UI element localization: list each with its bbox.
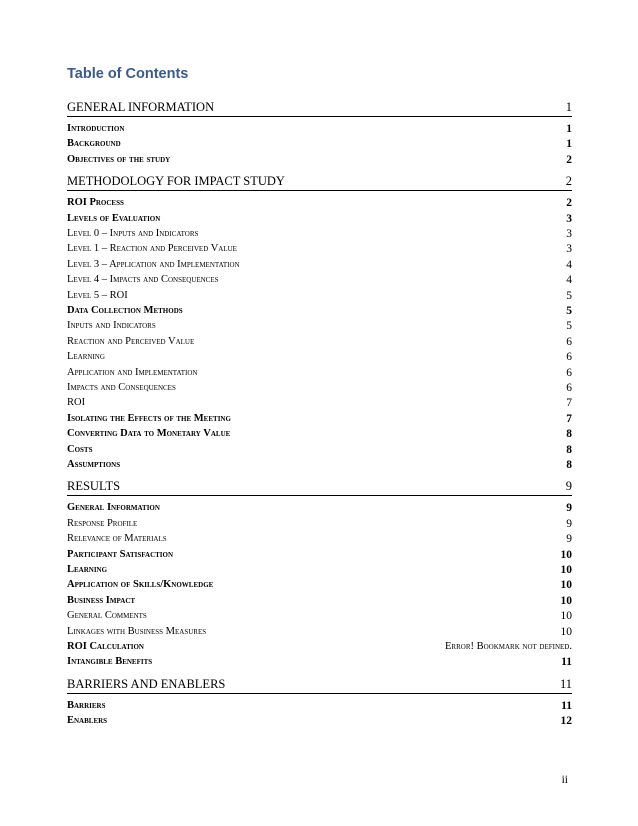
toc-entry-page: 3 — [566, 212, 572, 225]
toc-entry-label: Level 1 – Reaction and Perceived Value — [67, 243, 237, 255]
toc-entry-page: 10 — [560, 579, 572, 592]
toc-entry[interactable] — [67, 380, 572, 396]
toc-entry-label: Inputs and Indicators — [67, 320, 156, 332]
toc-entry-label: RESULTS — [67, 479, 121, 494]
toc-entry[interactable] — [67, 152, 572, 168]
toc-entry[interactable] — [67, 562, 572, 578]
toc-entry-label: Costs — [67, 443, 93, 455]
toc-entry-label: Application of Skills/Knowledge — [67, 579, 214, 591]
toc-entry[interactable] — [67, 713, 572, 729]
toc-entry[interactable] — [67, 500, 572, 516]
toc-entry-page: 8 — [566, 443, 572, 456]
toc-entry[interactable] — [67, 426, 572, 442]
toc-entry[interactable] — [67, 303, 572, 319]
toc-entry-label: Enablers — [67, 715, 108, 727]
toc-entry-page: 9 — [566, 533, 572, 546]
toc-entry-label: Linkages with Business Measures — [67, 625, 207, 637]
toc-entry[interactable] — [67, 531, 572, 547]
toc-entry-label: Introduction — [67, 123, 125, 134]
toc-entry-page: 11 — [559, 676, 572, 691]
toc-entry-label: Learning — [67, 564, 108, 575]
toc-entry[interactable] — [67, 257, 572, 273]
toc-entry-page: 2 — [566, 153, 572, 166]
toc-entry[interactable] — [67, 241, 572, 257]
toc-entry-page: 9 — [566, 502, 572, 515]
toc-entry-page: 1 — [566, 138, 572, 151]
toc-entry[interactable] — [67, 349, 572, 365]
toc-entry-page: 10 — [560, 625, 572, 638]
toc-entry-page: 5 — [566, 289, 572, 302]
toc-entry[interactable] — [67, 226, 572, 242]
toc-entry-label: ROI Calculation — [67, 641, 144, 652]
toc-entry-label: Level 0 – Inputs and Indicators — [67, 228, 199, 239]
toc-entry-page: 7 — [566, 412, 572, 425]
toc-entry-label: Impacts and Consequences — [67, 382, 176, 393]
toc-entry[interactable] — [67, 577, 572, 593]
toc-entry-page: 3 — [566, 228, 572, 240]
toc-entry-page: 5 — [566, 320, 572, 333]
toc-entry-label: METHODOLOGY FOR IMPACT STUDY — [67, 174, 285, 189]
toc-section-entry[interactable] — [67, 99, 572, 117]
toc-entry-label: ROI — [67, 397, 86, 409]
toc-entry-label: GENERAL INFORMATION — [67, 100, 215, 114]
toc-entry[interactable] — [67, 639, 572, 655]
toc-entry[interactable] — [67, 395, 572, 411]
toc-entry-page: 9 — [565, 479, 572, 494]
toc-entry[interactable] — [67, 411, 572, 427]
toc-entry-page: 11 — [561, 656, 572, 669]
toc-entry-page: 8 — [566, 428, 572, 441]
toc-entry[interactable] — [67, 334, 572, 350]
toc-entry-page: 9 — [566, 517, 572, 530]
toc-entry-page: 10 — [560, 594, 572, 607]
toc-entry-label: Barriers — [67, 699, 106, 711]
toc-entry-page: 2 — [566, 197, 572, 210]
toc-entry-page: 3 — [566, 243, 572, 256]
toc-entry-page: 10 — [560, 548, 572, 561]
toc-entry-label: Data Collection Methods — [67, 305, 183, 316]
toc-entry-label: Reaction and Perceived Value — [67, 335, 195, 347]
toc-title: Table of Contents — [67, 66, 189, 82]
toc-entry[interactable] — [67, 442, 572, 458]
toc-entry-label: Intangible Benefits — [67, 656, 153, 668]
toc-section-entry[interactable] — [67, 676, 572, 694]
toc-entry-label: Isolating the Effects of the Meeting — [67, 412, 231, 424]
toc-section-entry[interactable] — [67, 173, 572, 191]
toc-entry[interactable] — [67, 624, 572, 640]
toc-entry[interactable] — [67, 547, 572, 563]
toc-entry[interactable] — [67, 272, 572, 288]
toc-entry-label: Converting Data to Monetary Value — [67, 428, 231, 440]
toc-entry-page: Error! Bookmark not defined. — [445, 641, 572, 652]
toc-entry[interactable] — [67, 516, 572, 532]
page-number: ii — [561, 774, 568, 786]
toc-entry[interactable] — [67, 211, 572, 227]
toc-entry-page: 6 — [566, 335, 572, 348]
toc-entry-label: ROI Process — [67, 197, 124, 209]
toc-entry-page: 8 — [566, 459, 572, 471]
toc-entry[interactable] — [67, 288, 572, 304]
toc-entry-page: 2 — [565, 174, 572, 189]
toc-entry-page: 10 — [560, 564, 572, 576]
toc-entry-page: 4 — [566, 258, 572, 271]
toc-entry-page: 5 — [566, 305, 572, 317]
toc-entry-label: Participant Satisfaction — [67, 548, 174, 560]
toc-entry-label: Background — [67, 138, 121, 150]
toc-entry-page: 1 — [566, 123, 572, 135]
toc-entry-label: Levels of Evaluation — [67, 212, 161, 224]
toc-entry[interactable] — [67, 136, 572, 152]
toc-entry-label: Objectives of the study — [67, 153, 171, 165]
toc-entry-page: 6 — [566, 382, 572, 394]
toc-entry-page: 4 — [566, 274, 572, 287]
toc-entry[interactable] — [67, 593, 572, 609]
toc-entry[interactable] — [67, 457, 572, 473]
toc-entry-label: Learning — [67, 351, 105, 363]
toc-entry-page: 11 — [561, 699, 572, 712]
toc-section-entry[interactable] — [67, 478, 572, 496]
toc-entry-label: Business Impact — [67, 594, 136, 606]
toc-entry-label: Relevance of Materials — [67, 533, 167, 545]
toc-entry-page: 6 — [566, 351, 572, 364]
toc-entry-label: Level 3 – Application and Implementation — [67, 258, 240, 270]
toc-entry-label: Response Profile — [67, 517, 138, 529]
toc-entry[interactable] — [67, 698, 572, 714]
toc-entry[interactable] — [67, 365, 572, 381]
toc-entry-label: Level 4 – Impacts and Consequences — [67, 274, 219, 286]
toc-entry[interactable] — [67, 121, 572, 137]
toc-entry[interactable] — [67, 195, 572, 211]
toc-entry[interactable] — [67, 608, 572, 624]
toc-entry-label: General Information — [67, 502, 160, 514]
toc-entry[interactable] — [67, 654, 572, 670]
toc-entry-page: 10 — [560, 610, 572, 623]
toc-entry[interactable] — [67, 318, 572, 334]
toc-entry-label: Application and Implementation — [67, 366, 198, 378]
toc-entry-label: BARRIERS AND ENABLERS — [67, 676, 226, 691]
toc-entry-page: 6 — [566, 366, 572, 379]
toc-entry-label: General Comments — [67, 610, 147, 622]
toc-entry-page: 1 — [565, 100, 572, 114]
toc-entry-page: 12 — [560, 715, 572, 728]
toc-entry-label: Assumptions — [67, 459, 121, 470]
toc-entry-label: Level 5 – ROI — [67, 289, 128, 301]
toc-entry-page: 7 — [566, 397, 572, 410]
